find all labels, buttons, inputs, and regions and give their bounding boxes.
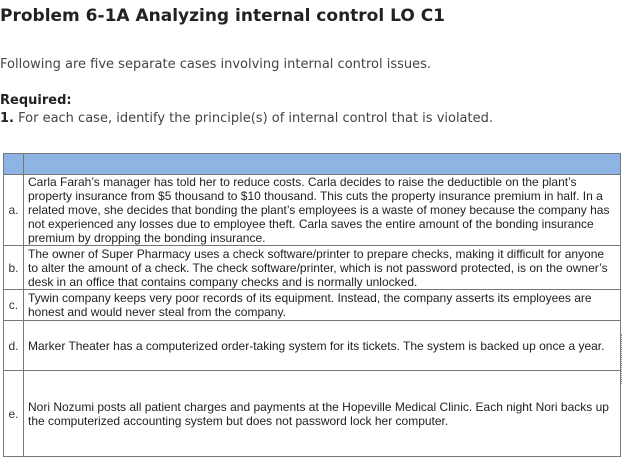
requirement-text: For each case, identify the principle(s) of internal control that is violated.: [18, 111, 494, 126]
case-letter: b.: [4, 246, 24, 290]
case-row-d: [4, 321, 621, 371]
table-header-cell-letter: [4, 154, 24, 175]
case-row-b: [4, 246, 621, 290]
table-header-row: [4, 154, 621, 175]
case-description: Tywin company keeps very poor records of its equipment. Instead, the company asserts its employees are honest and would never steal from the company.: [24, 290, 621, 321]
table-header-cell-description: [24, 154, 621, 175]
case-letter: e.: [4, 371, 24, 457]
problem-intro: Following are five separate cases involving internal control issues.: [0, 57, 432, 72]
case-letter: c.: [4, 290, 24, 321]
cases-table: [3, 153, 621, 457]
case-description: Carla Farah’s manager has told her to reduce costs. Carla decides to raise the deductible on the plant’s property insurance from $5 thousand to $10 thousand. This cuts the property insurance premium in half. In a related move, she decides that bonding the plant’s employees is a waste of money because the company has not experienced any losses due to employee theft. Carla saves the entire amount of the bonding insurance premium by dropping the bonding insurance.: [24, 175, 621, 246]
selection-edge-marker: [621, 334, 622, 384]
required-label: Required:: [0, 93, 72, 108]
case-row-a: [4, 175, 621, 246]
problem-title: Problem 6-1A Analyzing internal control LO C1: [0, 6, 446, 26]
case-description: The owner of Super Pharmacy uses a check software/printer to prepare checks, making it difficult for anyone to alter the amount of a check. The check software/printer, which is not password protected, is on the owner’s desk in an office that contains company checks and is normally unlocked.: [24, 246, 621, 290]
case-row-e: [4, 371, 621, 457]
case-description: Marker Theater has a computerized order-taking system for its tickets. The system is backed up once a year.: [24, 321, 621, 371]
case-description: Nori Nozumi posts all patient charges and payments at the Hopeville Medical Clinic. Each night Nori backs up the computerized accounting system but does not password lock her computer.: [24, 371, 621, 457]
requirement-1: [0, 111, 493, 126]
case-row-c: [4, 290, 621, 321]
requirement-number: 1.: [0, 111, 14, 126]
case-letter: d.: [4, 321, 24, 371]
case-letter: a.: [4, 175, 24, 246]
